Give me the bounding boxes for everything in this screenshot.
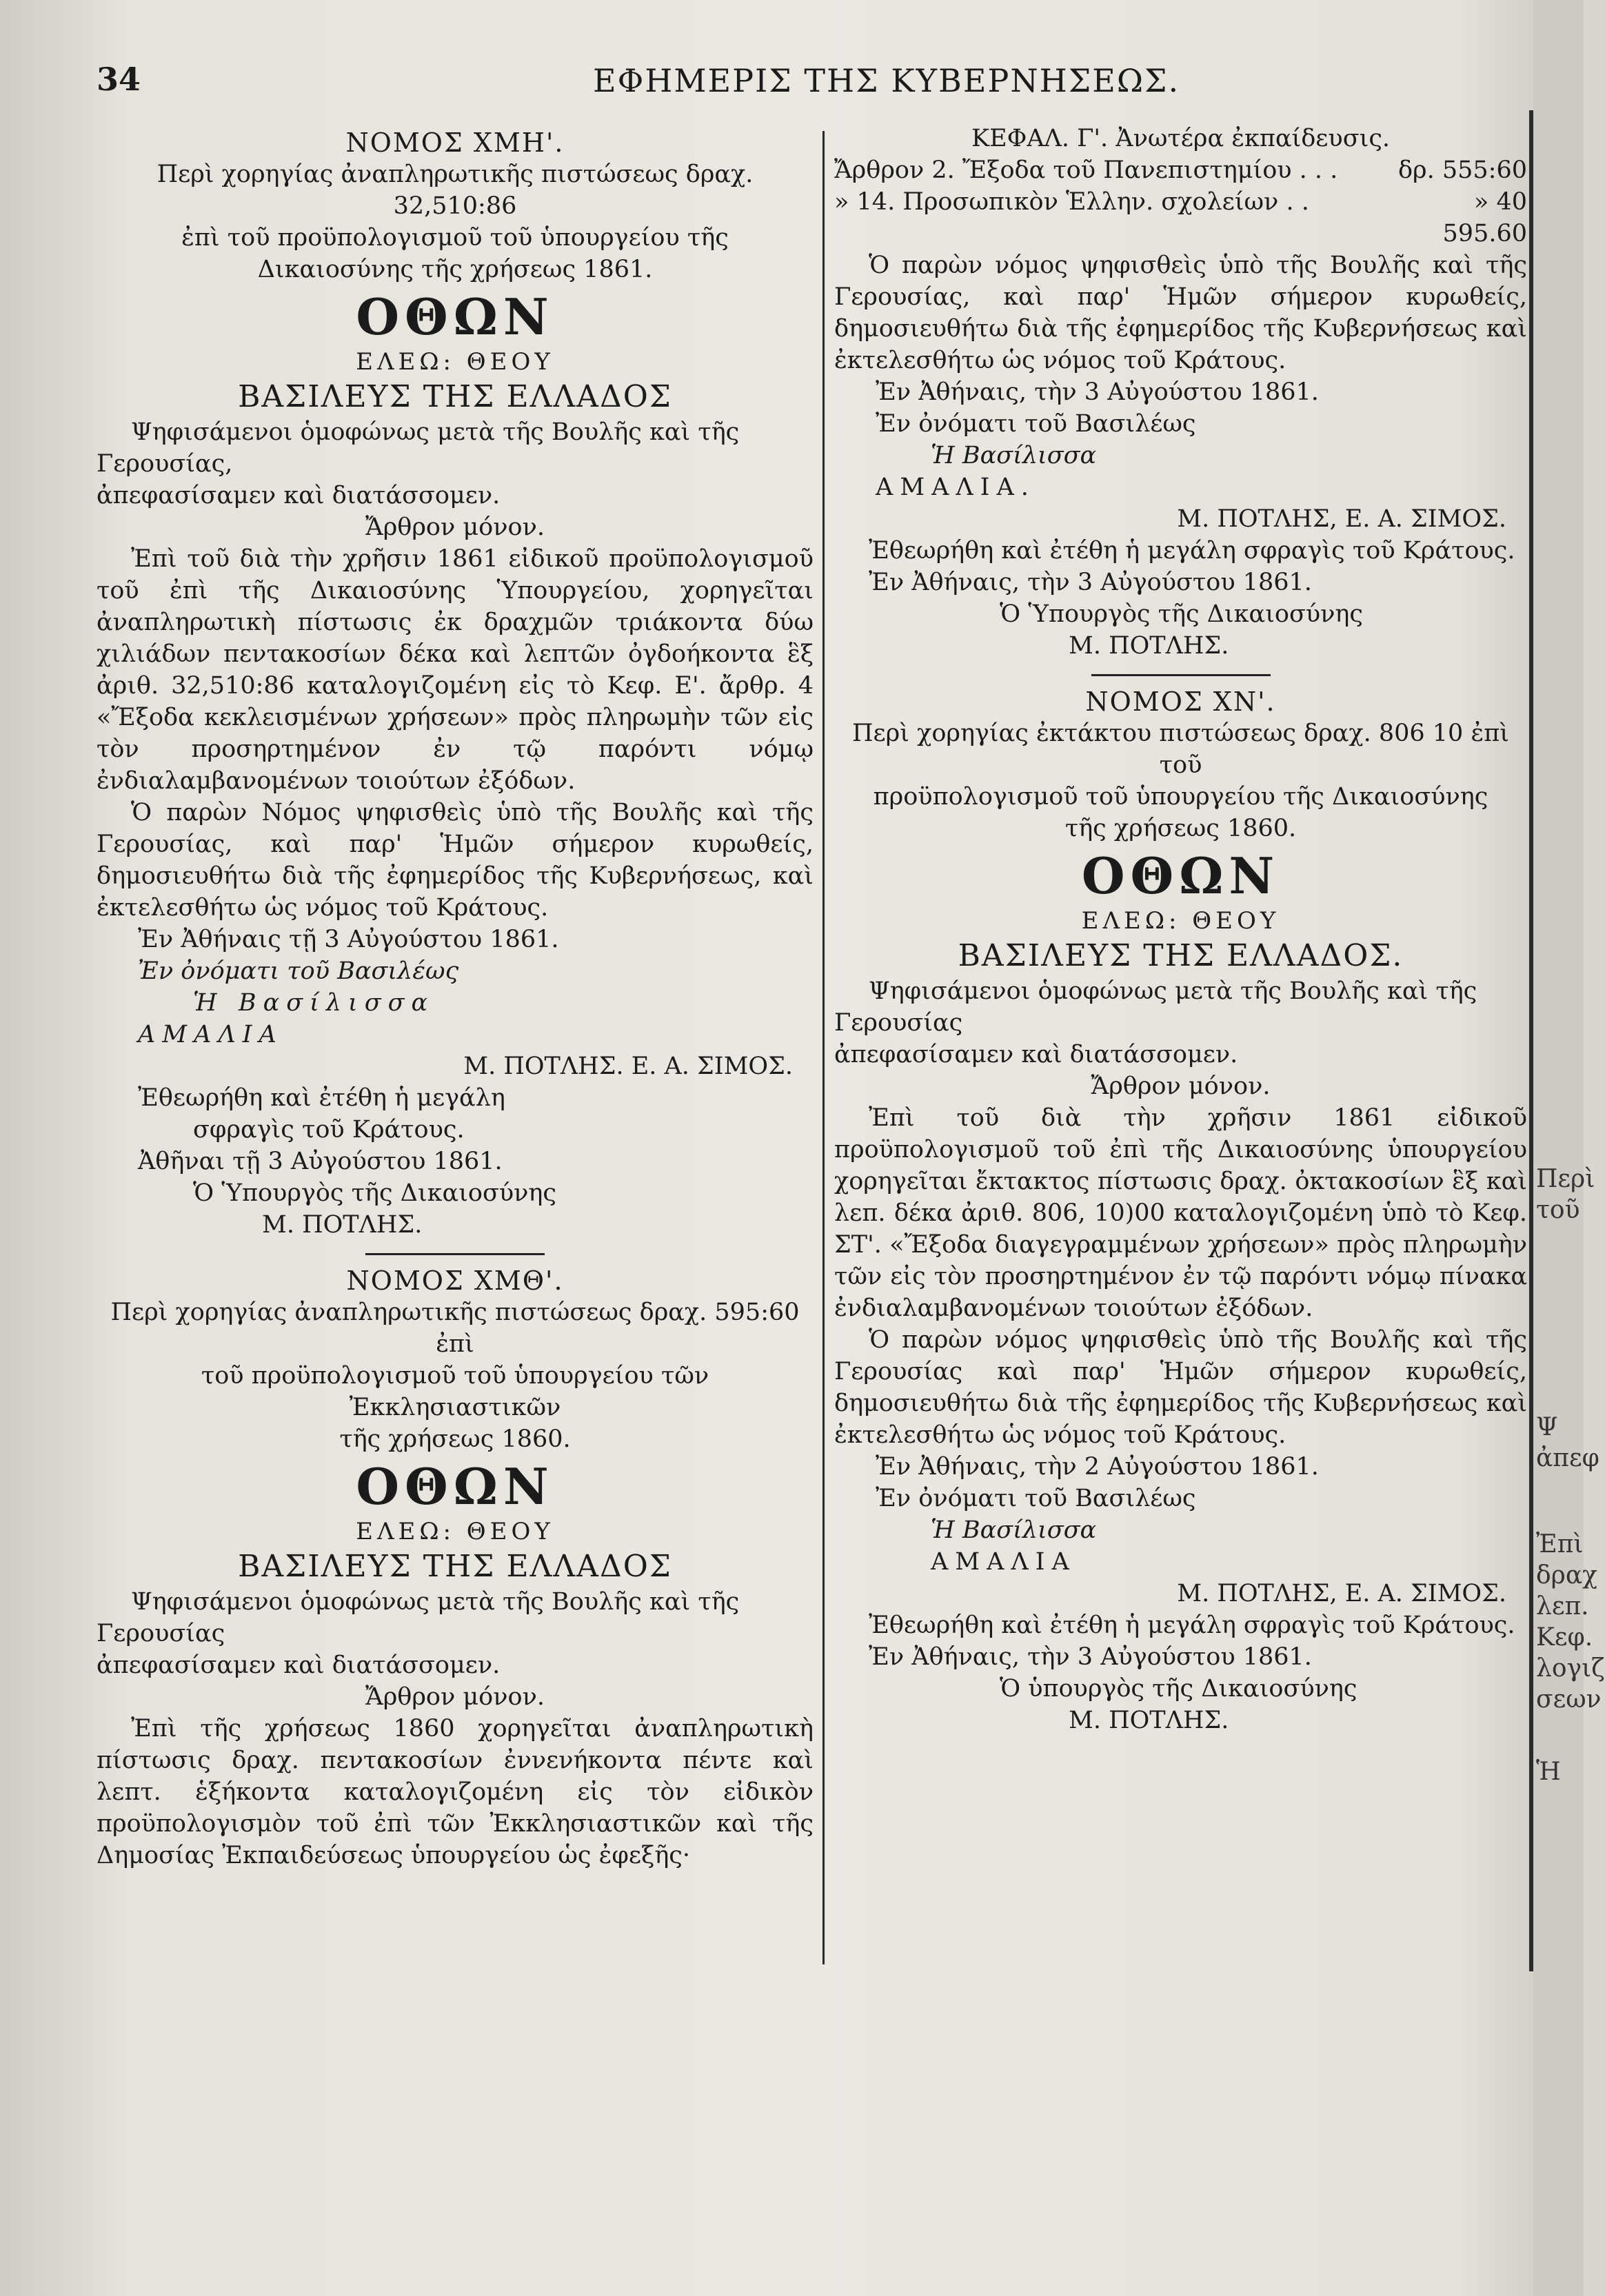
preamble-line: Ψηφισάμενοι ὁμοφώνως μετὰ τῆς Βουλῆς καὶ τῆς Γερουσίας xyxy=(97,1588,740,1647)
king-title: ΒΑΣΙΛΕΥΣ ΤΗΣ ΕΛΛΑΔΟΣ. xyxy=(958,938,1404,973)
margin-text: λογιζ xyxy=(1536,1654,1605,1683)
by-grace-of-god: ΕΛΕΩ: ΘΕΟΥ xyxy=(356,1518,554,1545)
preamble-line: ἀπεφασίσαμεν καὶ διατάσσομεν. xyxy=(97,482,501,509)
law-subject-line: τῆς χρήσεως 1860. xyxy=(1064,815,1297,842)
law-subject-line: προϋπολογισμοῦ τοῦ ὑπουργείου τῆς Δικαιοσύνης xyxy=(873,783,1488,811)
margin-text: ἀπεφ xyxy=(1536,1444,1599,1472)
law-subject-line: τοῦ προϋπολογισμοῦ τοῦ ὑπουργείου τῶν Ἐκκλησιαστικῶν xyxy=(201,1362,709,1421)
queen-title: Ἡ Βασίλισσα xyxy=(931,1516,1097,1544)
table-cell-label: Ἄρθρον 2. Ἔξοδα τοῦ Πανεπιστημίου . . . xyxy=(834,156,1338,184)
article-heading: Ἄρθρον μόνον. xyxy=(365,1683,545,1711)
date-line: Ἐν Ἀθήναις τῇ 3 Αὐγούστου 1861. xyxy=(138,926,559,953)
margin-text: Ἐπὶ xyxy=(1536,1530,1584,1558)
adjacent-page-strip xyxy=(1533,0,1605,2296)
king-title: ΒΑΣΙΛΕΥΣ ΤΗΣ ΕΛΛΑΔΟΣ xyxy=(238,379,672,414)
margin-text: Ἡ xyxy=(1536,1758,1561,1786)
seal-date: Ἐν Ἀθήναις, τὴν 3 Αὐγούστου 1861. xyxy=(869,1643,1312,1671)
minister-role: Ὁ Ὑπουργὸς τῆς Δικαιοσύνης xyxy=(1000,600,1363,628)
running-title: ΕΦΗΜΕΡΙΣ ΤΗΣ ΚΥΒΕΡΝΗΣΕΩΣ. xyxy=(593,62,1180,99)
margin-text: Περὶ xyxy=(1536,1165,1595,1193)
law-subject-line: Περὶ χορηγίας ἀναπληρωτικῆς πιστώσεως δραχ. 595:60 ἐπὶ xyxy=(110,1299,800,1358)
page-number: 34 xyxy=(97,61,141,98)
publication-clause: Ὁ παρὼν νόμος ψηφισθεὶς ὑπὸ τῆς Βουλῆς καὶ τῆς Γερουσίας καὶ παρ' Ἡμῶν σήμερον κυρωθείς, δημοσιευθήτω διὰ τῆς ἐφημερίδος τῆς Κυβερνήσεως καὶ ἐκτελεσθήτω ὡς νόμος τοῦ Κράτους. xyxy=(834,1326,1527,1449)
minister-signature: Μ. ΠΟΤΛΗΣ. xyxy=(262,1211,423,1239)
article-heading: Ἄρθρον μόνον. xyxy=(365,514,545,541)
seal-date: Ἐν Ἀθήναις, τὴν 3 Αὐγούστου 1861. xyxy=(869,569,1312,596)
minister-role: Ὁ Ὑπουργὸς τῆς Δικαιοσύνης xyxy=(193,1179,556,1207)
king-name: ΟΘΩΝ xyxy=(356,287,554,346)
table-cell-amount: » 40 xyxy=(1473,188,1527,216)
seal-date: Ἀθῆναι τῇ 3 Αὐγούστου 1861. xyxy=(138,1148,503,1175)
minister-signature: Μ. ΠΟΤΛΗΣ. xyxy=(1069,1707,1229,1734)
preamble-line: ἀπεφασίσαμεν καὶ διατάσσομεν. xyxy=(834,1041,1238,1068)
preamble-line: ἀπεφασίσαμεν καὶ διατάσσομεν. xyxy=(97,1652,501,1679)
in-name-line: Ἐν ὀνόματι τοῦ Βασιλέως xyxy=(876,1485,1196,1512)
queen-title: Ἡ Βασίλισσα xyxy=(931,442,1097,469)
ministers-signature: Μ. ΠΟΤΛΗΣ, Ε. Α. ΣΙΜΟΣ. xyxy=(1177,1580,1506,1607)
queen-signature: ΑΜΑΛΙΑ. xyxy=(876,474,1036,501)
by-grace-of-god: ΕΛΕΩ: ΘΕΟΥ xyxy=(356,348,554,376)
queen-signature: ΑΜΑΛΙΑ xyxy=(138,1021,283,1048)
law-subject-line: ἐπὶ τοῦ προϋπολογισμοῦ τοῦ ὑπουργείου τῆς xyxy=(181,224,729,252)
law-body: Ἐπὶ τοῦ διὰ τὴν χρῆσιν 1861 εἰδικοῦ προϋπολογισμοῦ τοῦ ἐπὶ τῆς Δικαιοσύνης ὑπουργείου χορηγεῖται ἔκτακτος πίστωσις δραχ. ὀκτακοσίων ἓξ καὶ λεπ. δέκα ἀριθ. 806, 10)00 καταλογιζομένη ὑπὸ τὸ Κεφ. ΣΤ'. «Ἔξοδα διαγεγραμμένων χρήσεων» πρὸς πληρωμὴν τῶν εἰς τὸν προσηρτημένον ἐν τῷ παρόντι νόμῳ πίνακα ἐνδιαλαμβανομένων τοιούτων ἐξόδων. xyxy=(834,1104,1527,1322)
seal-line: Ἐθεωρήθη καὶ ἐτέθη ἡ μεγάλη xyxy=(138,1084,505,1112)
margin-text: δραχ xyxy=(1536,1561,1597,1589)
table-cell-amount: δρ. 555:60 xyxy=(1397,156,1527,184)
queen-title: Ἡ Βασίλισσα xyxy=(193,989,435,1017)
seal-line: σφραγὶς τοῦ Κράτους. xyxy=(193,1116,465,1144)
ministers-signature: Μ. ΠΟΤΛΗΣ, Ε. Α. ΣΙΜΟΣ. xyxy=(1177,505,1506,533)
law-body: Ἐπὶ τοῦ διὰ τὴν χρῆσιν 1861 εἰδικοῦ προϋπολογισμοῦ τοῦ ἐπὶ τῆς Δικαιοσύνης Ὑπουργείου, χορηγεῖται ἀναπληρωτικὴ πίστωσις ἐκ δραχμῶν τριάκοντα δύω χιλιάδων πεντακοσίων δέκα καὶ λεπτῶν ὀγδοήκοντα ἓξ ἀριθ. 32,510:86 καταλογιζομένη εἰς τὸ Κεφ. Ε'. ἄρθρ. 4 «Ἔξοδα κεκλεισμένων χρήσεων» πρὸς πληρωμὴν τῶν εἰς τὸν προσηρτημένον ἐν τῷ παρόντι νόμῳ ἐνδιαλαμβανομένων τοιούτων ἐξόδων. xyxy=(97,545,814,795)
law-title: ΝΟΜΟΣ ΧΜΗ'. xyxy=(345,128,565,158)
minister-role: Ὁ ὑπουργὸς τῆς Δικαιοσύνης xyxy=(1000,1675,1357,1703)
publication-clause: Ὁ παρὼν Νόμος ψηφισθεὶς ὑπὸ τῆς Βουλῆς καὶ τῆς Γερουσίας, καὶ παρ' Ἡμῶν σήμερον κυρωθείς, δημοσιευθήτω διὰ τῆς ἐφημερίδος τῆς Κυβερνήσεως, καὶ ἐκτελεσθήτω ὡς νόμος τοῦ Κράτους. xyxy=(97,799,814,922)
queen-signature: ΑΜΑΛΙΑ xyxy=(931,1548,1076,1576)
law-subject-line: Περὶ χορηγίας ἀναπληρωτικῆς πιστώσεως δραχ. 32,510:86 xyxy=(157,161,754,220)
expense-table xyxy=(834,154,1527,218)
law-body: Ἐπὶ τῆς χρήσεως 1860 χορηγεῖται ἀναπληρωτικὴ πίστωσις δραχ. πεντακοσίων ἐννενήκοντα πέντε καὶ λεπτ. ἑξήκοντα καταλογιζομένη εἰς τὸν εἰδικὸν προϋπολογισμὸν τοῦ ἐπὶ τῶν Ἐκκλησιαστικῶν καὶ τῆς Δημοσίας Ἐκπαιδεύσεως ὑπουργείου ὡς ἐφεξῆς· xyxy=(97,1715,814,1869)
column-divider xyxy=(822,131,825,1964)
margin-text: Ψ xyxy=(1536,1413,1558,1441)
table-cell-label: » 14. Προσωπικὸν Ἑλλην. σχολείων . . xyxy=(834,188,1309,216)
law-subject-line: τῆς χρήσεως 1860. xyxy=(339,1425,571,1453)
right-column xyxy=(834,123,1527,1736)
by-grace-of-god: ΕΛΕΩ: ΘΕΟΥ xyxy=(1081,907,1280,935)
publication-clause: Ὁ παρὼν νόμος ψηφισθεὶς ὑπὸ τῆς Βουλῆς καὶ τῆς Γερουσίας, καὶ παρ' Ἡμῶν σήμερον κυρωθείς, δημοσιευθήτω διὰ τῆς ἐφημερίδος τῆς Κυβερνήσεως καὶ ἐκτελεσθήτω ὡς νόμος τοῦ Κράτους. xyxy=(834,252,1527,374)
section-rule xyxy=(1091,674,1271,676)
date-line: Ἐν Ἀθήναις, τὴν 2 Αὐγούστου 1861. xyxy=(876,1453,1319,1481)
preamble-line: Ψηφισάμενοι ὁμοφώνως μετὰ τῆς Βουλῆς καὶ τῆς Γερουσίας xyxy=(834,977,1477,1037)
king-name: ΟΘΩΝ xyxy=(1081,846,1280,905)
margin-text: σεων xyxy=(1536,1685,1602,1714)
table-row xyxy=(834,186,1527,218)
seal-line: Ἐθεωρήθη καὶ ἐτέθη ἡ μεγάλη σφραγὶς τοῦ Κράτους. xyxy=(869,1612,1515,1639)
minister-signature: Μ. ΠΟΤΛΗΣ. xyxy=(1069,632,1229,660)
in-name-line: Ἐν ὀνόματι τοῦ Βασιλέως xyxy=(138,957,459,985)
in-name-line: Ἐν ὀνόματι τοῦ Βασιλέως xyxy=(876,410,1196,438)
preamble-line: Ψηφισάμενοι ὁμοφώνως μετὰ τῆς Βουλῆς καὶ τῆς Γερουσίας, xyxy=(97,418,740,478)
table-total: 595.60 xyxy=(1442,220,1527,247)
margin-text: τοῦ xyxy=(1536,1196,1580,1224)
page-header xyxy=(90,61,1524,109)
date-line: Ἐν Ἀθήναις, τὴν 3 Αὐγούστου 1861. xyxy=(876,378,1319,406)
margin-text: Κεφ. xyxy=(1536,1623,1593,1652)
section-rule xyxy=(365,1253,545,1255)
ministers-signature: Μ. ΠΟΤΛΗΣ. Ε. Α. ΣΙΜΟΣ. xyxy=(463,1053,793,1080)
law-subject-line: Δικαιοσύνης τῆς χρήσεως 1861. xyxy=(257,256,653,283)
table-heading: ΚΕΦΑΛ. Γ'. Ἀνωτέρα ἐκπαίδευσις. xyxy=(971,125,1391,152)
king-title: ΒΑΣΙΛΕΥΣ ΤΗΣ ΕΛΛΑΔΟΣ xyxy=(238,1549,672,1584)
law-title: ΝΟΜΟΣ ΧΜΘ'. xyxy=(346,1266,564,1296)
margin-text: λεπ. xyxy=(1536,1592,1589,1621)
table-row xyxy=(834,154,1527,186)
seal-line: Ἐθεωρήθη καὶ ἐτέθη ἡ μεγάλη σφραγὶς τοῦ Κράτους. xyxy=(869,537,1515,565)
king-name: ΟΘΩΝ xyxy=(356,1457,554,1516)
law-title: ΝΟΜΟΣ ΧΝ'. xyxy=(1085,687,1276,717)
left-column xyxy=(97,123,814,1871)
law-subject-line: Περὶ χορηγίας ἐκτάκτου πιστώσεως δραχ. 806 10 ἐπὶ τοῦ xyxy=(852,720,1509,779)
article-heading: Ἄρθρον μόνον. xyxy=(1091,1073,1271,1100)
